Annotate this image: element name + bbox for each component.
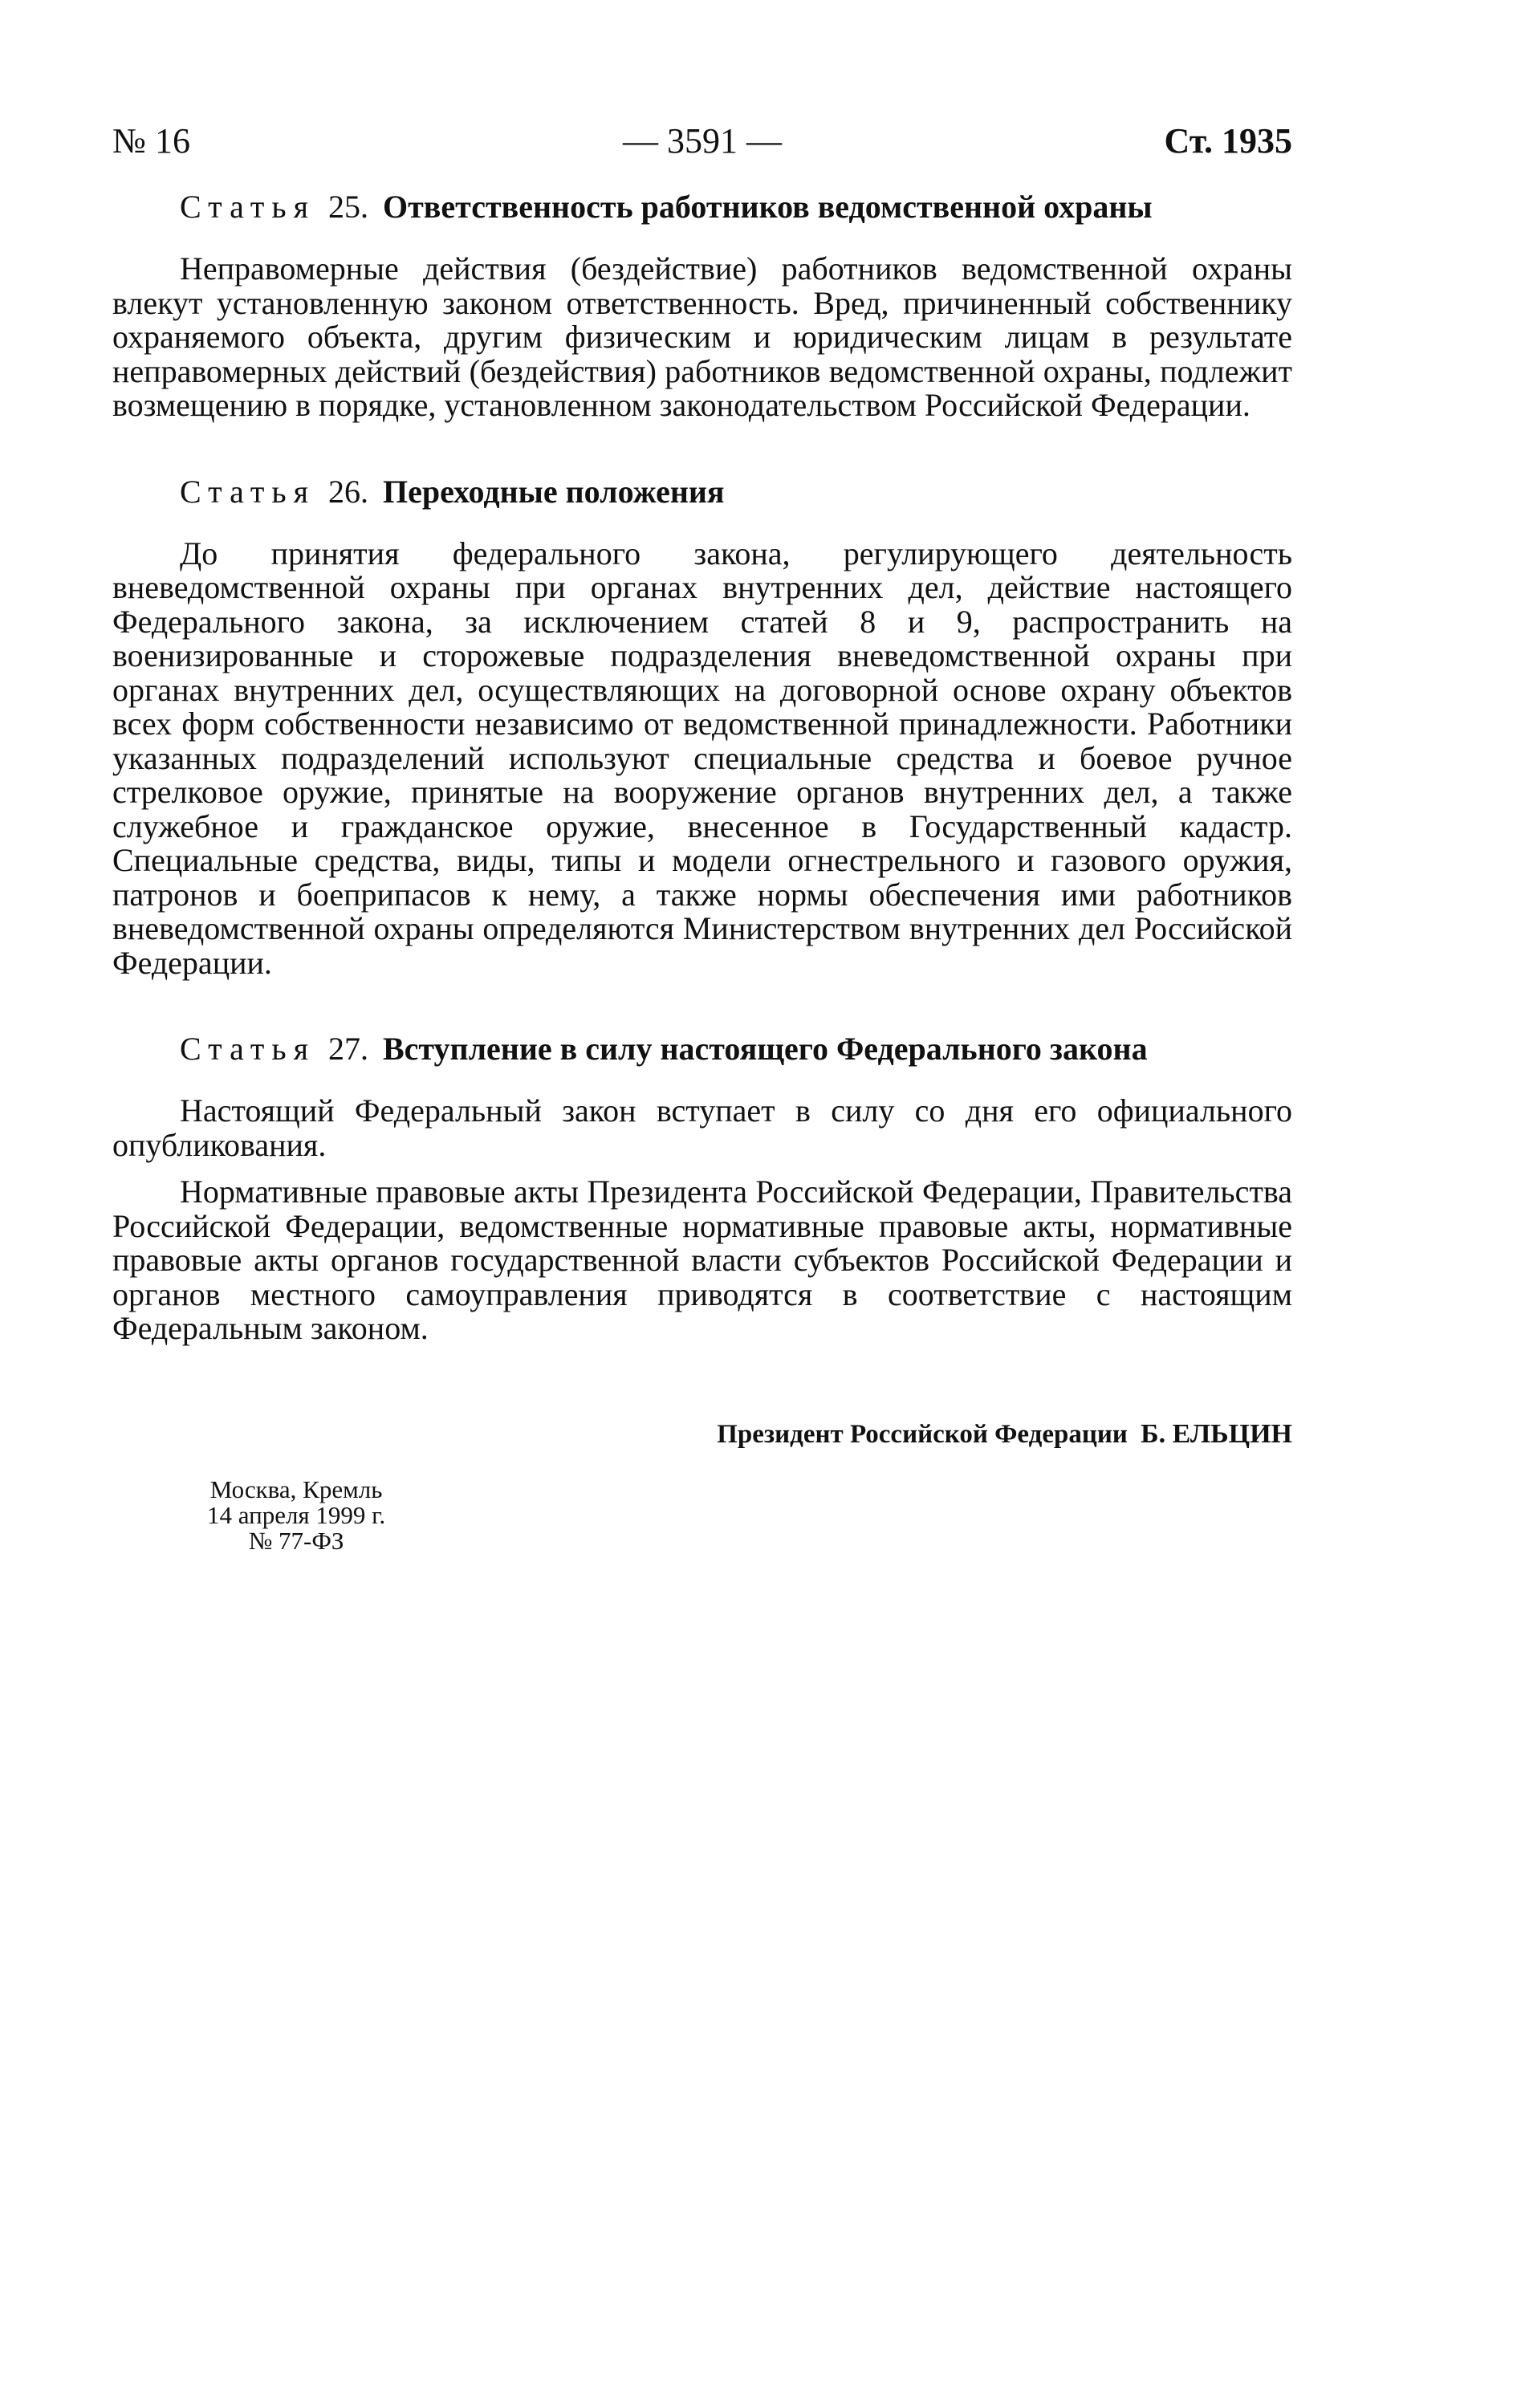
article-paragraph: Настоящий Федеральный закон вступает в силу со дня его официального опубликования. xyxy=(112,1092,1292,1163)
page-number: — 3591 — xyxy=(623,121,782,161)
article-number: 27. xyxy=(327,1031,368,1067)
article-25 xyxy=(112,185,1292,423)
article-title: Ответственность работников ведомственной охраны xyxy=(382,189,1153,225)
article-word: Статья xyxy=(180,473,315,510)
place-and-date xyxy=(207,1477,385,1554)
signatory-name: Б. ЕЛЬЦИН xyxy=(1141,1419,1292,1449)
article-heading xyxy=(180,1027,1292,1072)
article-reference: Ст. 1935 xyxy=(1164,121,1292,161)
article-word: Статья xyxy=(180,189,315,225)
signing-date: 14 апреля 1999 г. xyxy=(207,1501,386,1529)
page-header xyxy=(112,120,1292,169)
law-number: № 77-ФЗ xyxy=(248,1527,344,1555)
article-heading xyxy=(180,470,1292,515)
article-26 xyxy=(112,470,1292,981)
article-paragraph: До принятия федерального закона, регулирующего деятельность вневедомственной охраны при органах внутренних дел, действие настоящего Федерального закона, за исключением статей 8 и 9, распространить на военизированные и сторожевые подразделения вневедомственной охраны при органах внутренних дел, осуществляющих на договорной основе охрану объектов всех форм собственности независимо от ведомственной принадлежности. Работники указанных подразделений используют специальные средства и боевое ручное стрелковое оружие, принятые на вооружение органов внутренних дел, а также служебное и гражданское оружие, внесенное в Государственный кадастр. Специальные средства, виды, типы и модели огнестрельного и газового оружия, патронов и боеприпасов к нему, а также нормы обеспечения ими работников вневедомственной охраны определяются Министерством внутренних дел Российской Федерации. xyxy=(112,535,1292,981)
article-paragraph: Нормативные правовые акты Президента Российской Федерации, Правительства Российской Федерации, ведомственные нормативные правовые акты, нормативные правовые акты органов государственной власти субъектов Российской Федерации и органов местного самоуправления приводятся в соответствие с настоящим Федеральным законом. xyxy=(112,1173,1292,1346)
article-title: Переходные положения xyxy=(382,473,725,510)
article-paragraph: Неправомерные действия (бездействие) работников ведомственной охраны влекут установленную законом ответственность. Вред, причиненный собственнику охраняемого объекта, другим физическим и юридическим лицам в результате неправомерных действий (бездействия) работников ведомственной охраны, подлежит возмещению в порядке, установленном законодательством Российской Федерации. xyxy=(112,250,1292,423)
article-number: 25. xyxy=(327,189,368,225)
article-title: Вступление в силу настоящего Федерального закона xyxy=(382,1031,1148,1067)
signing-place: Москва, Кремль xyxy=(209,1475,383,1503)
article-word: Статья xyxy=(180,1031,315,1067)
issue-number: № 16 xyxy=(112,121,190,161)
article-heading xyxy=(180,185,1292,230)
signature-line xyxy=(717,1419,1292,1450)
signatory-position: Президент Российской Федерации xyxy=(717,1420,1128,1449)
article-number: 26. xyxy=(327,473,368,510)
article-27 xyxy=(112,1027,1292,1346)
document-body xyxy=(112,185,1292,1393)
